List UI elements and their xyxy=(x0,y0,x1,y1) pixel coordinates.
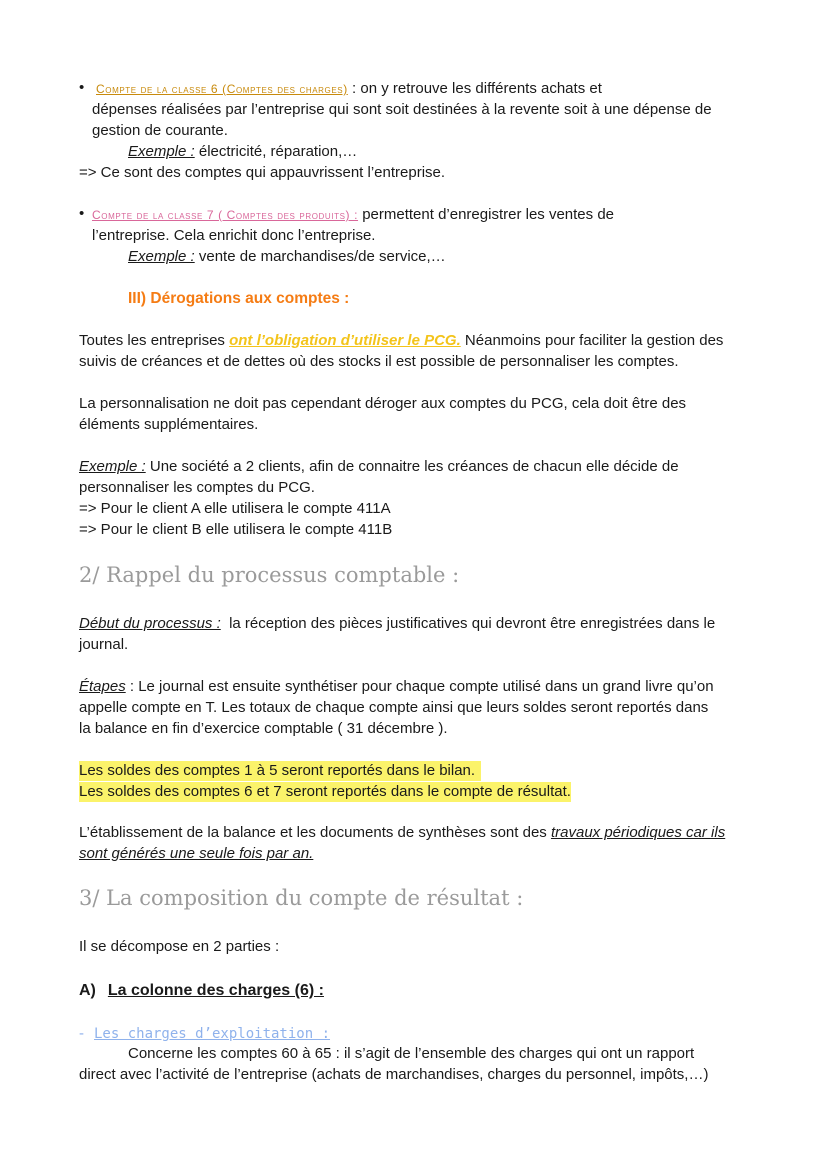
text: : Le journal est ensuite synthétiser pour chaque compte utilisé dans un grand livre qu’on xyxy=(125,678,714,695)
section-heading-composition: 3/ La composition du compte de résultat : xyxy=(79,886,524,910)
example-line: => Pour le client B elle utilisera le compte 411B xyxy=(79,521,393,538)
class6-line1 xyxy=(96,79,602,99)
text: Une société a 2 clients, afin de connaitre les créances de chacun elle décide de xyxy=(145,458,679,475)
text: permettent d’enregistrer les ventes de xyxy=(358,206,614,223)
example-line: => Pour le client A elle utilisera le compte 411A xyxy=(79,500,391,517)
paragraph-line: Concerne les comptes 60 à 65 : il s’agit de l’ensemble des charges qui ont un rapport xyxy=(128,1045,695,1062)
paragraph-line: journal. xyxy=(79,636,129,653)
text: : on y retrouve les différents achats et xyxy=(347,80,602,97)
class6-line3: gestion de courante. xyxy=(92,122,228,139)
class6-title: Compte de la classe 6 (Comptes des charges) xyxy=(96,82,348,96)
bullet-icon: • xyxy=(79,205,85,222)
paragraph-line: suivis de créances et de dettes où des stocks il est possible de personnaliser les comptes. xyxy=(79,353,679,370)
bullet-icon: • xyxy=(79,79,85,96)
class7-line1 xyxy=(92,205,614,225)
title: Les charges d’exploitation : xyxy=(94,1026,331,1042)
section-heading-derogations: III) Dérogations aux comptes : xyxy=(128,290,350,307)
example-line: personnaliser les comptes du PCG. xyxy=(79,479,315,496)
text: Toutes les entreprises xyxy=(79,332,230,349)
example-line xyxy=(79,457,679,477)
sub-subheading xyxy=(79,1024,330,1044)
emphasis: travaux périodiques car ils xyxy=(550,824,726,841)
text: la réception des pièces justificatives qui devront être enregistrées dans le xyxy=(220,615,716,632)
highlighted-line: Les soldes des comptes 1 à 5 seront reportés dans le bilan. xyxy=(79,761,481,781)
label: Début du processus : xyxy=(79,615,221,632)
example-label: Exemple : xyxy=(128,143,195,160)
paragraph-line xyxy=(79,677,714,697)
text: vente de marchandises/de service,… xyxy=(194,248,446,265)
text: Néanmoins pour faciliter la gestion des xyxy=(460,332,724,349)
highlight-text: ont l’obligation d’utiliser le PCG. xyxy=(229,332,461,349)
class6-line2: dépenses réalisées par l’entreprise qui sont soit destinées à la revente soit à une dépense de xyxy=(92,101,712,118)
paragraph-line: sont générés une seule fois par an. xyxy=(79,845,314,862)
class6-example xyxy=(128,142,357,162)
example-label: Exemple : xyxy=(79,458,146,475)
paragraph-line: appelle compte en T. Les totaux de chaque compte ainsi que leurs soldes seront reportés dans xyxy=(79,699,709,716)
label: A) xyxy=(79,982,96,999)
class7-line2: l’entreprise. Cela enrichit donc l’entreprise. xyxy=(92,227,376,244)
paragraph-line: la balance en fin d’exercice comptable ( 31 décembre ). xyxy=(79,720,448,737)
paragraph-line xyxy=(79,823,725,843)
subheading-a xyxy=(79,981,324,1001)
paragraph-line xyxy=(79,614,715,634)
dash-icon: - xyxy=(79,1025,84,1042)
title: La colonne des charges (6) : xyxy=(107,982,324,999)
class7-title: Compte de la classe 7 ( Comptes des produits) : xyxy=(92,208,359,222)
section-heading-rappel: 2/ Rappel du processus comptable : xyxy=(79,563,460,587)
text: électricité, réparation,… xyxy=(194,143,358,160)
class7-example xyxy=(128,247,446,267)
text: L’établissement de la balance et les documents de synthèses sont des xyxy=(79,824,551,841)
example-label: Exemple : xyxy=(128,248,195,265)
paragraph-line xyxy=(79,331,723,351)
class6-conclusion: => Ce sont des comptes qui appauvrissent l’entreprise. xyxy=(79,164,446,181)
paragraph-line: éléments supplémentaires. xyxy=(79,416,259,433)
paragraph-line: direct avec l’activité de l’entreprise (achats de marchandises, charges du personnel, impôts,…) xyxy=(79,1066,709,1083)
paragraph-line: Il se décompose en 2 parties : xyxy=(79,938,280,955)
highlighted-line: Les soldes des comptes 6 et 7 seront reportés dans le compte de résultat. xyxy=(79,783,571,800)
label: Étapes xyxy=(79,678,126,695)
paragraph-line: La personnalisation ne doit pas cependant déroger aux comptes du PCG, cela doit être des xyxy=(79,395,687,412)
